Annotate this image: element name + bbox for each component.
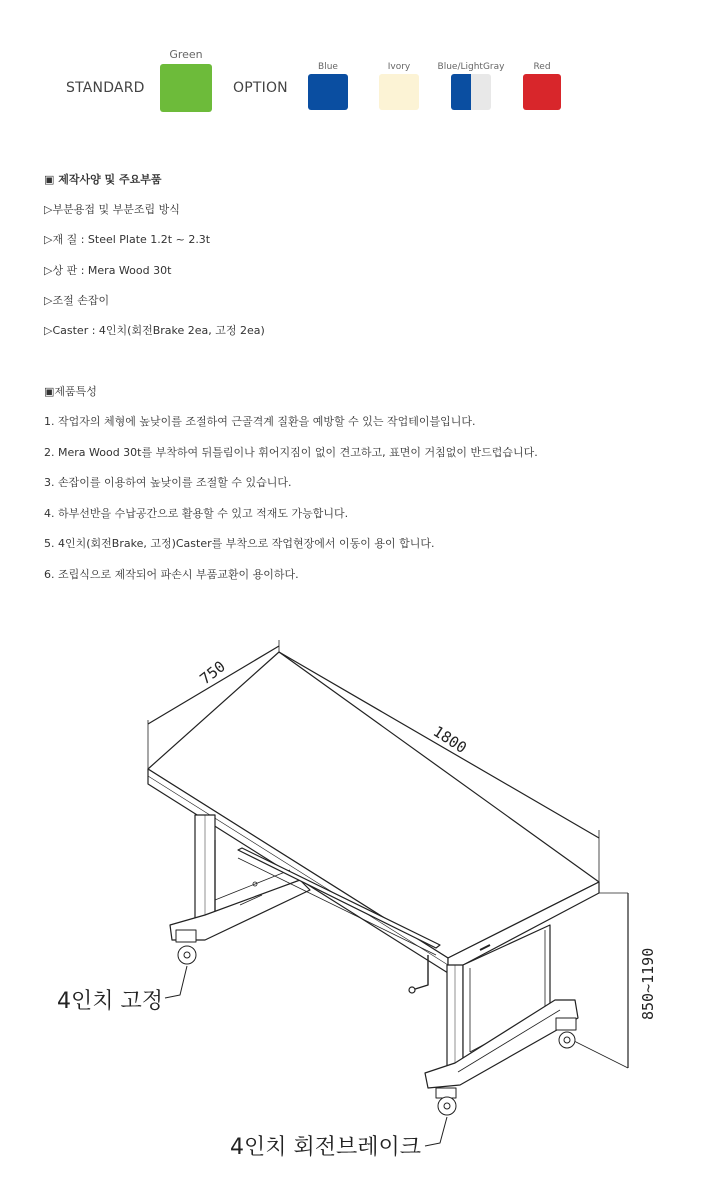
spec-item: ▷재 질 : Steel Plate 1.2t ~ 2.3t — [44, 233, 211, 246]
option-label: OPTION — [233, 80, 288, 96]
caster-front-left — [176, 930, 196, 964]
spec-item: ▷Caster : 4인치(회전Brake 2ea, 고정 2ea) — [44, 324, 265, 337]
caster-front-right — [436, 1088, 456, 1115]
feature-item: 4. 하부선반을 수납공간으로 활용할 수 있고 적재도 가능합니다. — [44, 507, 349, 520]
feature-item: 1. 작업자의 체형에 높낮이를 조절하여 근골격계 질환을 예방할 수 있는 작업테이블입니다. — [44, 415, 476, 428]
swatch-blue — [308, 74, 348, 110]
features-heading: ▣제품특성 — [44, 385, 97, 398]
dim-height-label: 850~1190 — [639, 947, 657, 1020]
caster-back-right — [556, 1018, 576, 1048]
callout-fixed-caster: 4인치 고정 — [57, 989, 163, 1014]
table-drawing — [0, 620, 709, 1181]
swatch-blue-lightgray — [451, 74, 491, 110]
swatch-name-blue-lightgray: Blue/LightGray — [437, 62, 505, 72]
spec-item: ▷조절 손잡이 — [44, 294, 110, 307]
swatch-green — [160, 64, 212, 112]
standard-label: STANDARD — [66, 80, 145, 96]
swatch-name-green: Green — [169, 48, 203, 61]
swatch-name-blue: Blue — [318, 62, 338, 72]
swatch-name-ivory: Ivory — [387, 62, 411, 72]
feature-item: 3. 손잡이를 이용하여 높낮이를 조절할 수 있습니다. — [44, 476, 292, 489]
callout-swivel-caster: 4인치 회전브레이크 — [230, 1135, 422, 1160]
feature-item: 5. 4인치(회전Brake, 고정)Caster를 부착으로 작업현장에서 이동이 용이 합니다. — [44, 537, 435, 550]
swatch-name-red: Red — [533, 62, 551, 72]
specs-heading: ▣ 제작사양 및 주요부품 — [44, 173, 162, 186]
dim-width-label: 1800 — [429, 722, 470, 758]
swatch-ivory — [379, 74, 419, 110]
spec-item: ▷상 판 : Mera Wood 30t — [44, 264, 172, 277]
dim-depth-label: 750 — [196, 657, 229, 689]
spec-item: ▷부분용접 및 부분조립 방식 — [44, 203, 180, 216]
swatch-red — [523, 74, 561, 110]
feature-item: 2. Mera Wood 30t를 부착하여 뒤틀림이나 휘어지짐이 없이 견고하고, 표면이 거침없이 반드럽습니다. — [44, 446, 538, 459]
feature-item: 6. 조립식으로 제작되어 파손시 부품교환이 용이하다. — [44, 568, 299, 581]
